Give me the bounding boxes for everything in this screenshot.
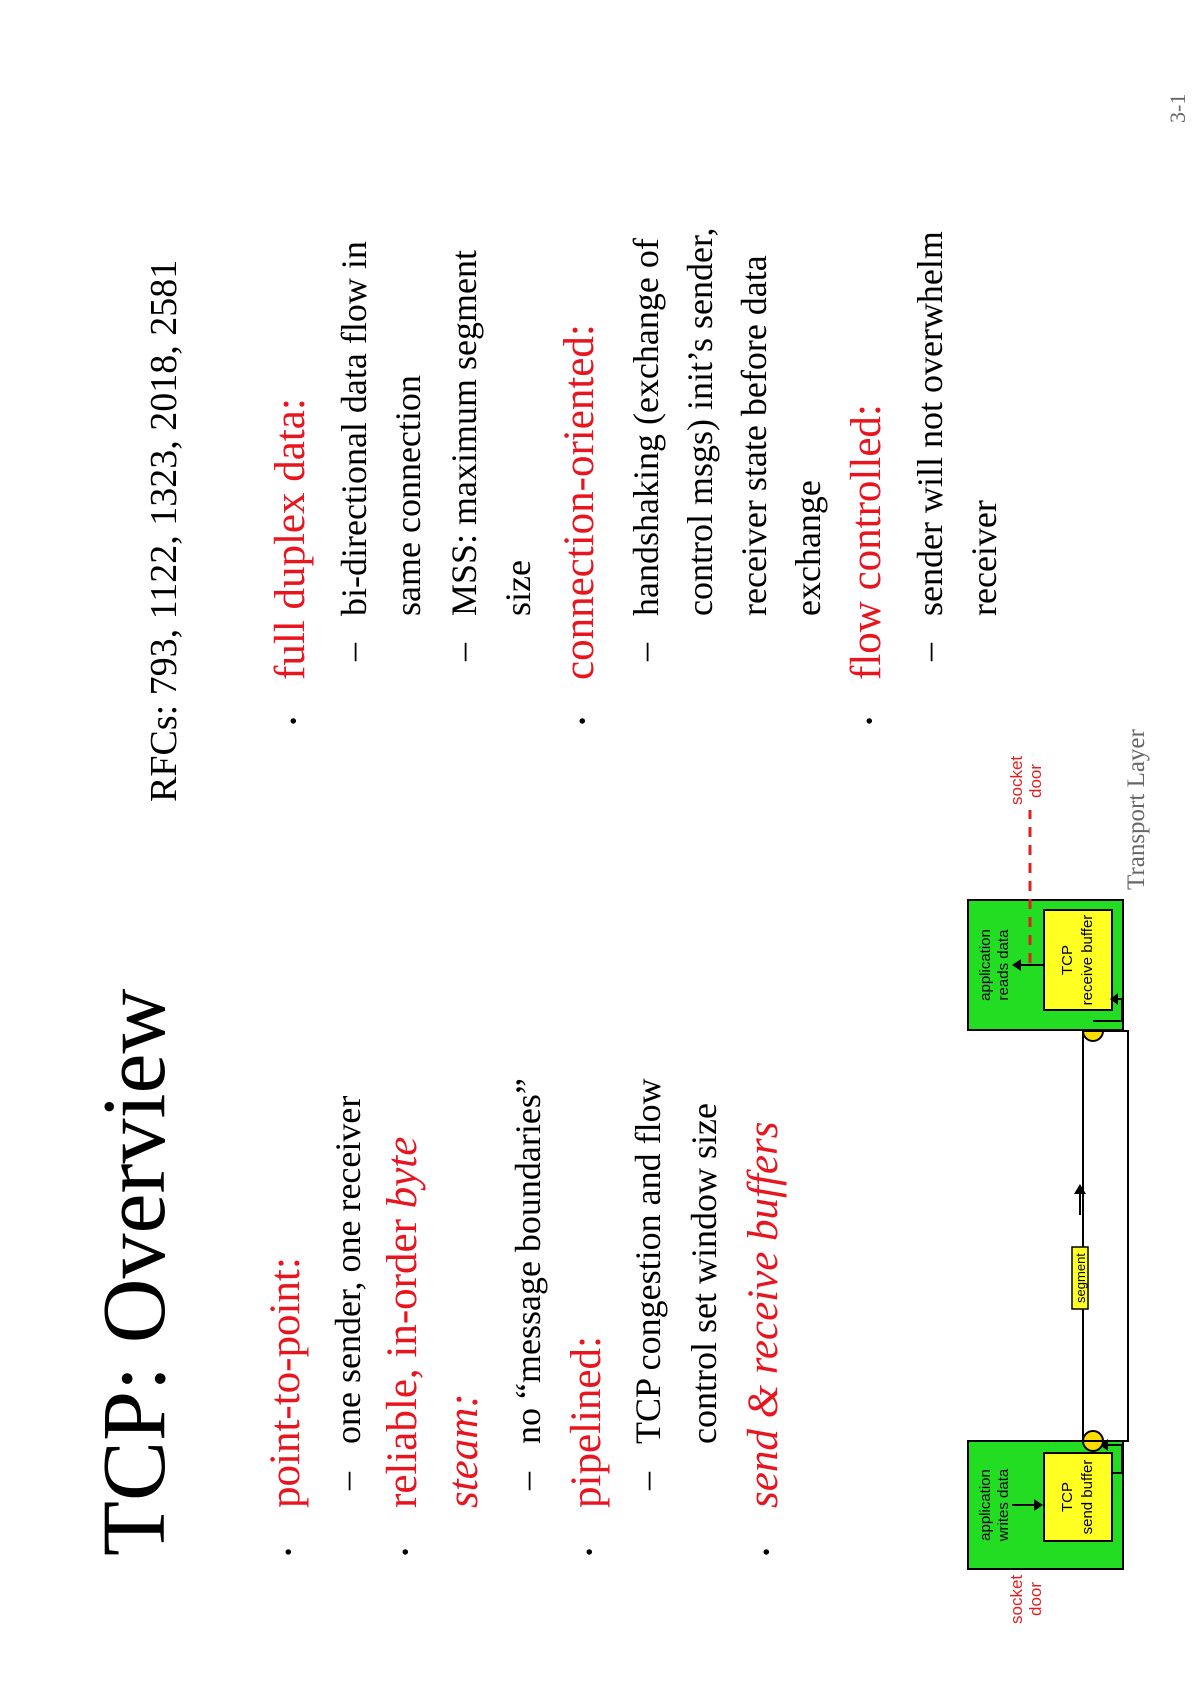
receive-buffer-line2: receive buffer bbox=[1079, 914, 1096, 1006]
bullet-marker: • bbox=[570, 716, 595, 725]
slide-title: TCP: Overview bbox=[85, 988, 184, 1556]
connection-detail-line3: receiver state before data bbox=[734, 255, 774, 616]
sender-app-line2: writes data bbox=[995, 1468, 1012, 1542]
pipelined-detail-line1: TCP congestion and flow bbox=[628, 1078, 668, 1444]
bullet-marker: • bbox=[577, 1547, 602, 1556]
socket-door-left-line1: socket bbox=[1007, 1574, 1026, 1624]
socket-door-right-line1: socket bbox=[1007, 755, 1026, 805]
socket-door-right-line2: door bbox=[1026, 763, 1045, 798]
pipelined-detail-line2: control set window size bbox=[684, 1103, 724, 1444]
bullet-marker: • bbox=[754, 1547, 779, 1556]
bullet-marker: • bbox=[857, 716, 882, 725]
connection-detail-line1: handshaking (exchange of bbox=[626, 238, 666, 616]
dash-marker: – bbox=[332, 643, 372, 661]
dash-marker: – bbox=[442, 643, 482, 661]
receive-buffer bbox=[1044, 910, 1112, 1010]
bullet-marker: • bbox=[276, 1547, 301, 1556]
point-to-point-detail: one sender, one receiver bbox=[328, 1095, 368, 1444]
dash-marker: – bbox=[626, 1472, 666, 1490]
full-duplex-detail1-line2: same connection bbox=[388, 375, 428, 616]
rfc-list: RFCs: 793, 1122, 1323, 2018, 2581 bbox=[143, 259, 185, 802]
receive-buffer-line1: TCP bbox=[1059, 945, 1076, 975]
flow-controlled-heading: flow controlled: bbox=[843, 404, 890, 680]
pipelined-heading: pipelined: bbox=[563, 1336, 610, 1508]
full-duplex-detail1-line1: bi-directional data flow in bbox=[334, 241, 374, 616]
sender-app-line1: application bbox=[977, 1469, 994, 1541]
connection-pipe bbox=[1083, 1031, 1128, 1441]
mss-detail-line2: size bbox=[498, 560, 538, 616]
connection-oriented-heading: connection-oriented: bbox=[556, 324, 603, 680]
reliable-heading-line2: steam: bbox=[440, 1393, 487, 1508]
send-buffer-line1: TCP bbox=[1059, 1482, 1076, 1512]
footer-label: Transport Layer bbox=[1123, 729, 1150, 890]
page-number: 3-1 bbox=[1165, 93, 1190, 123]
bullet-marker: • bbox=[393, 1547, 418, 1556]
dash-marker: – bbox=[624, 643, 664, 661]
point-to-point-heading: point-to-point: bbox=[262, 1257, 309, 1508]
mss-detail-line1: MSS: maximum segment bbox=[444, 249, 484, 616]
reliable-heading: reliable, in-order byte bbox=[379, 1136, 426, 1508]
flow-detail-line1: sender will not overwhelm bbox=[910, 231, 950, 616]
connection-detail-line4: exchange bbox=[788, 480, 828, 616]
segment-label: segment bbox=[1073, 1253, 1088, 1303]
socket-door-left-line2: door bbox=[1026, 1581, 1045, 1616]
full-duplex-heading: full duplex data: bbox=[267, 398, 314, 680]
connection-detail-line2: control msgs) init’s sender, bbox=[680, 227, 720, 616]
bullet-marker: • bbox=[281, 716, 306, 725]
buffers-heading: send & receive buffers bbox=[740, 1121, 787, 1508]
dash-marker: – bbox=[908, 643, 948, 661]
receiver-app-line1: application bbox=[977, 929, 994, 1001]
dash-marker: – bbox=[326, 1472, 366, 1490]
segment-arrowhead bbox=[1074, 1184, 1086, 1194]
send-buffer bbox=[1044, 1453, 1112, 1541]
dash-marker: – bbox=[506, 1472, 546, 1490]
flow-detail-line2: receiver bbox=[964, 500, 1004, 616]
reliable-detail: no “message boundaries” bbox=[508, 1078, 548, 1444]
send-buffer-line2: send buffer bbox=[1079, 1459, 1096, 1535]
receiver-app-line2: reads data bbox=[995, 929, 1012, 1001]
